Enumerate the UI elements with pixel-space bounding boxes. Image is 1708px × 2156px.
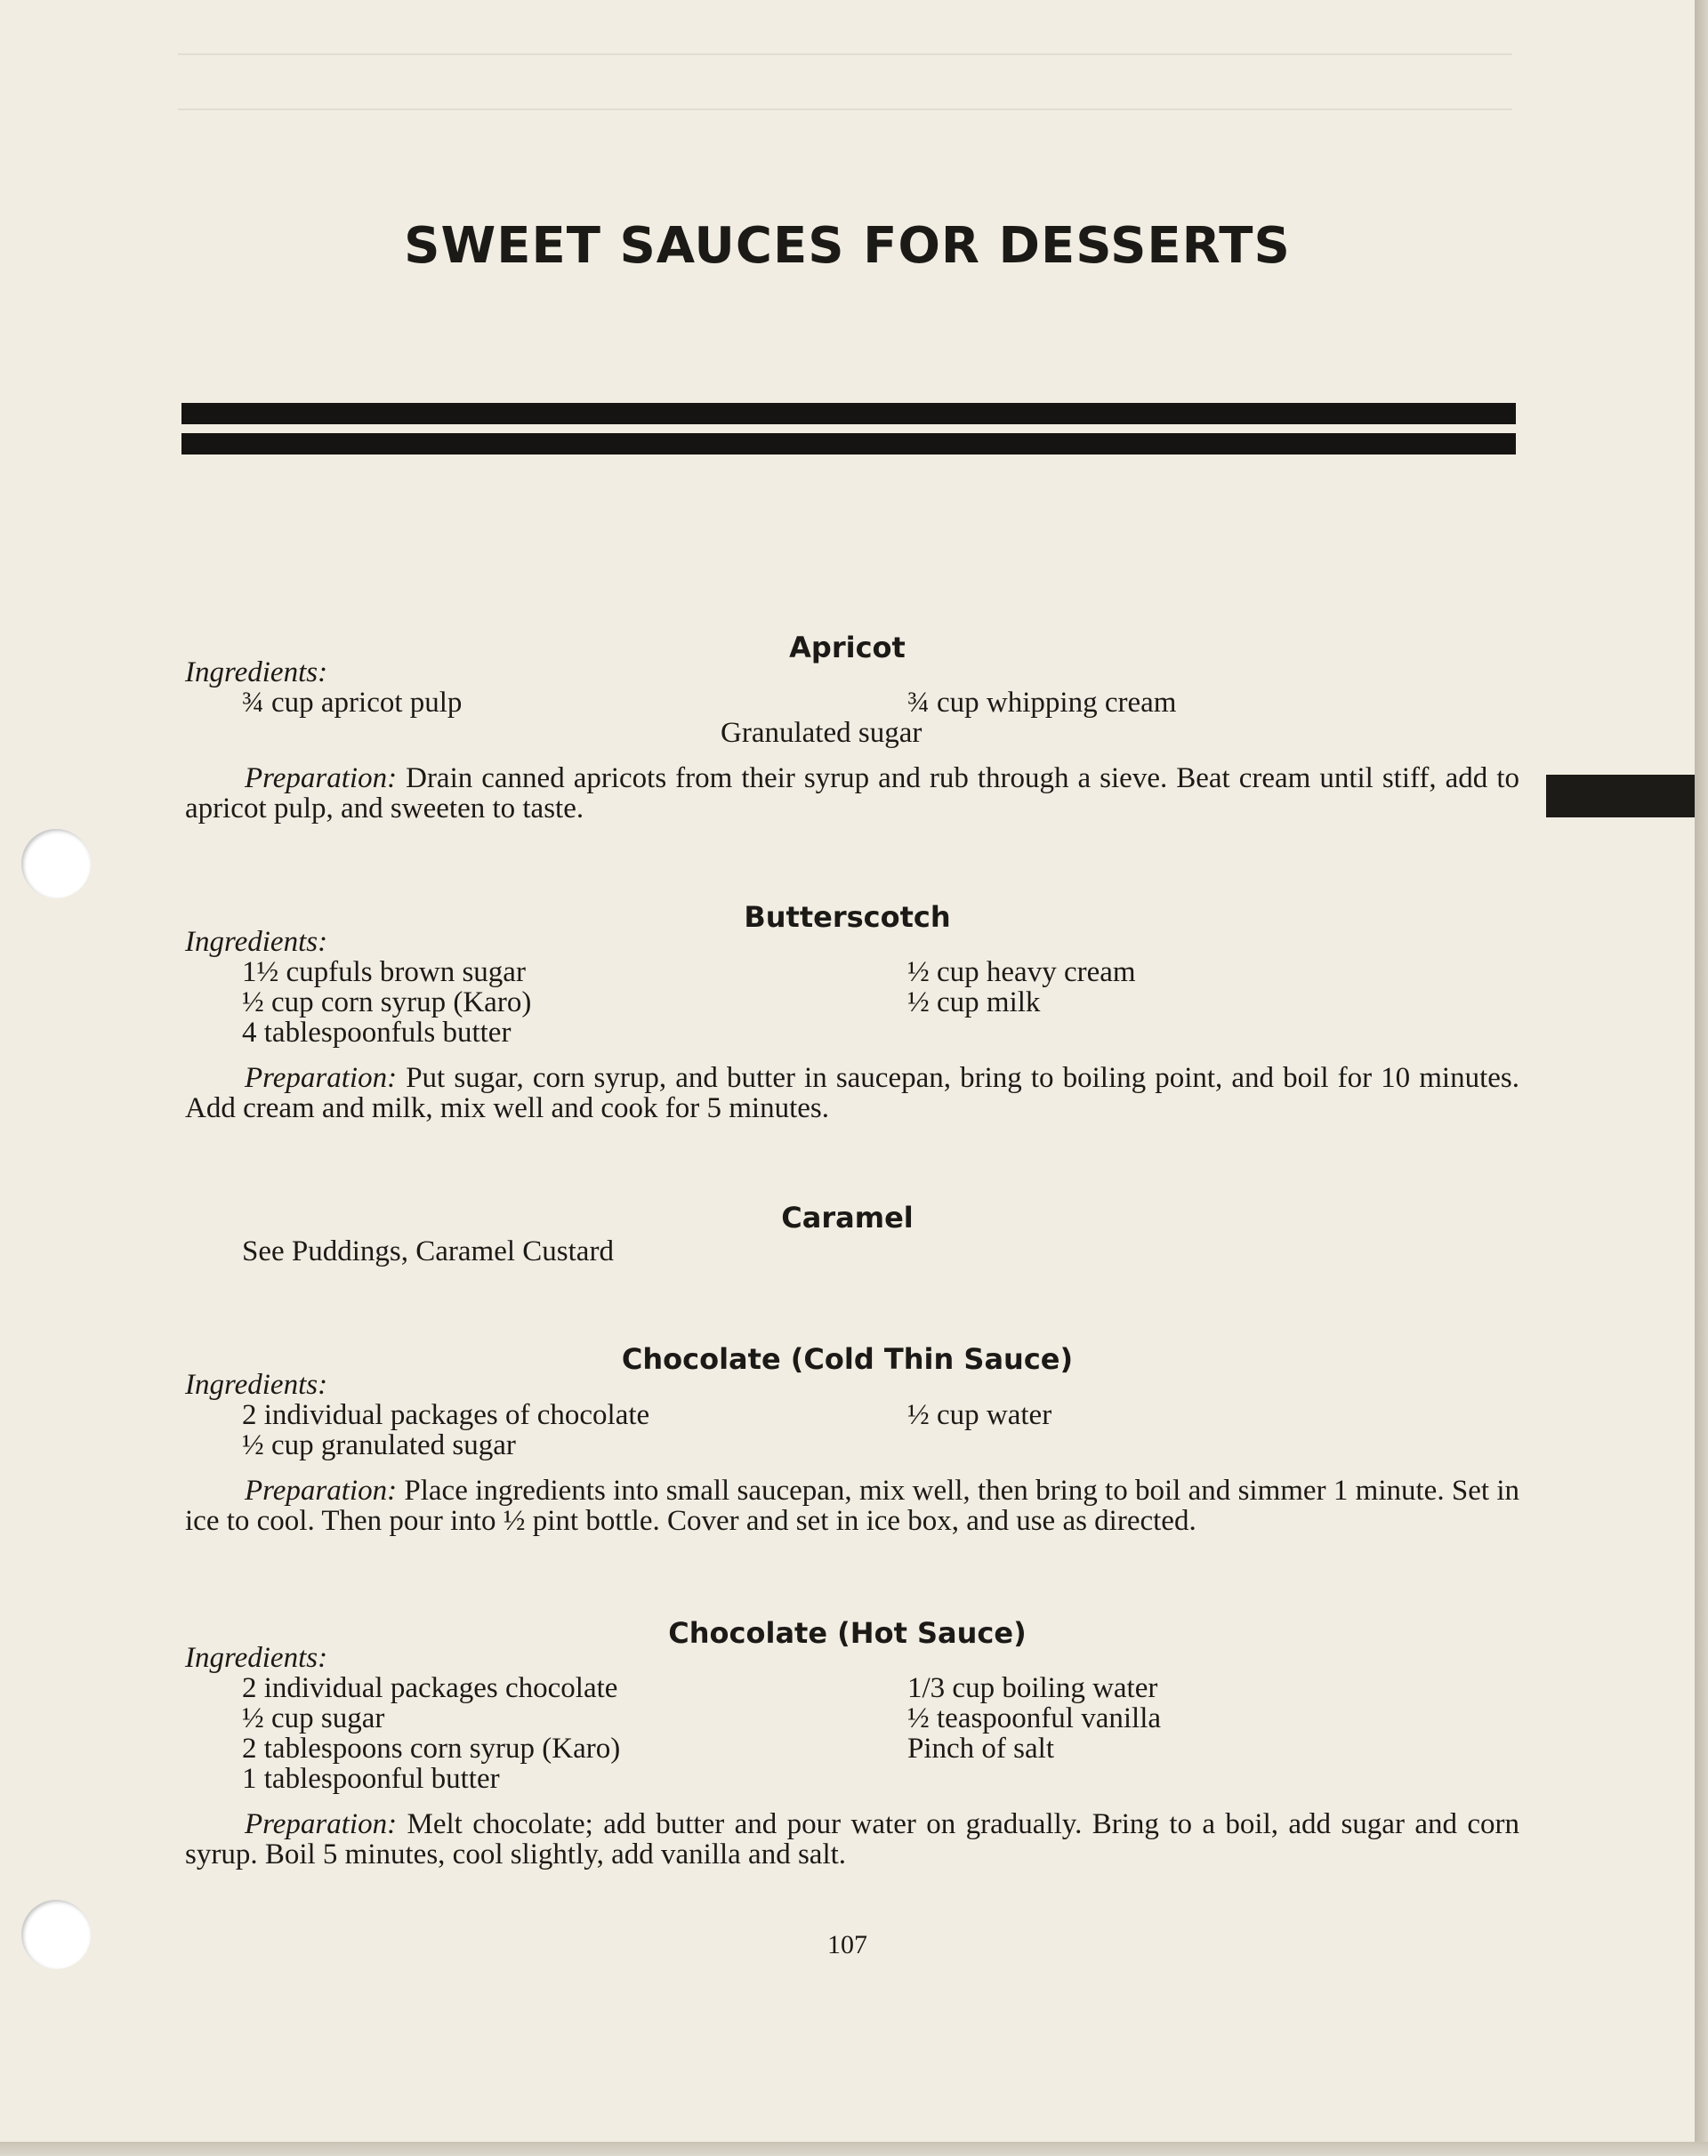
ingredient-left: ½ cup corn syrup (Karo) <box>242 986 532 1018</box>
ingredient-left: ½ cup granulated sugar <box>242 1429 516 1461</box>
preparation-text <box>185 763 1519 824</box>
ingredient-right: ½ teaspoonful vanilla <box>907 1702 1162 1734</box>
preparation-text <box>185 1476 1519 1536</box>
ingredients-label: Ingredients: <box>185 1369 328 1401</box>
preparation-body: Place ingredients into small saucepan, mix well, then bring to boil and simmer 1 minute. Set in ice to cool. Then pour into ½ pint bottle. Cover and set in ice box, and use as directed. <box>185 1475 1519 1537</box>
preparation-label: Preparation: <box>245 1062 398 1094</box>
ingredient-left: 2 tablespoons corn syrup (Karo) <box>242 1733 621 1765</box>
ingredient-right: Pinch of salt <box>907 1733 1054 1765</box>
preparation-label: Preparation: <box>245 1808 398 1840</box>
ingredient-left: 4 tablespoonfuls butter <box>242 1017 512 1049</box>
page-number: 107 <box>827 1930 867 1959</box>
ingredients-label: Ingredients: <box>185 926 328 958</box>
preparation-label: Preparation: <box>245 1475 398 1507</box>
page-bottom-shadow <box>0 2142 1708 2156</box>
ingredient-right: ½ cup water <box>907 1399 1052 1431</box>
ingredient-left: 2 individual packages chocolate <box>242 1672 618 1704</box>
preparation-text <box>185 1063 1519 1123</box>
ingredient-left: 1½ cupfuls brown sugar <box>242 956 526 988</box>
title-rule-bottom <box>181 433 1516 455</box>
ingredient-left: ¾ cup apricot pulp <box>242 687 463 719</box>
title-rule-top <box>181 403 1516 424</box>
section-title-apricot: Apricot <box>789 631 906 664</box>
ingredient-right: ¾ cup whipping cream <box>907 687 1177 719</box>
page-title: SWEET SAUCES FOR DESSERTS <box>404 217 1291 275</box>
preparation-body: Put sugar, corn syrup, and butter in saucepan, bring to boiling point, and boil for 10 minutes. Add cream and milk, mix well and cook for 5 minutes. <box>185 1062 1520 1124</box>
caramel-note: See Puddings, Caramel Custard <box>242 1235 614 1267</box>
ingredient-left: ½ cup sugar <box>242 1702 385 1734</box>
section-title-butterscotch: Butterscotch <box>744 900 951 934</box>
ingredient-right: ½ cup heavy cream <box>907 956 1136 988</box>
preparation-body: Melt chocolate; add butter and pour water on gradually. Bring to a boil, add sugar and corn syrup. Boil 5 minutes, cool slightly, add vanilla and salt. <box>185 1808 1520 1870</box>
ingredient-left: 1 tablespoonful butter <box>242 1763 500 1795</box>
ingredient-right: ½ cup milk <box>907 986 1041 1018</box>
punch-hole-top <box>21 829 91 898</box>
ingredient-left: 2 individual packages of chocolate <box>242 1399 650 1431</box>
ingredient-right: 1/3 cup boiling water <box>907 1672 1158 1704</box>
show-through-texture <box>178 53 1512 110</box>
preparation-label: Preparation: <box>245 762 398 794</box>
ingredient-center: Granulated sugar <box>721 717 922 749</box>
thumb-index-tab <box>1546 775 1695 817</box>
ingredients-label: Ingredients: <box>185 1642 328 1674</box>
page-edge-shadow <box>1695 0 1708 2156</box>
preparation-body: Drain canned apricots from their syrup and rub through a sieve. Beat cream until stiff, add to apricot pulp, and sweeten to taste. <box>185 762 1519 825</box>
preparation-text <box>185 1809 1519 1870</box>
section-title-chocolate-hot: Chocolate (Hot Sauce) <box>668 1616 1027 1650</box>
section-title-chocolate-cold: Chocolate (Cold Thin Sauce) <box>621 1342 1074 1376</box>
section-title-caramel: Caramel <box>781 1201 914 1235</box>
ingredients-label: Ingredients: <box>185 656 328 688</box>
